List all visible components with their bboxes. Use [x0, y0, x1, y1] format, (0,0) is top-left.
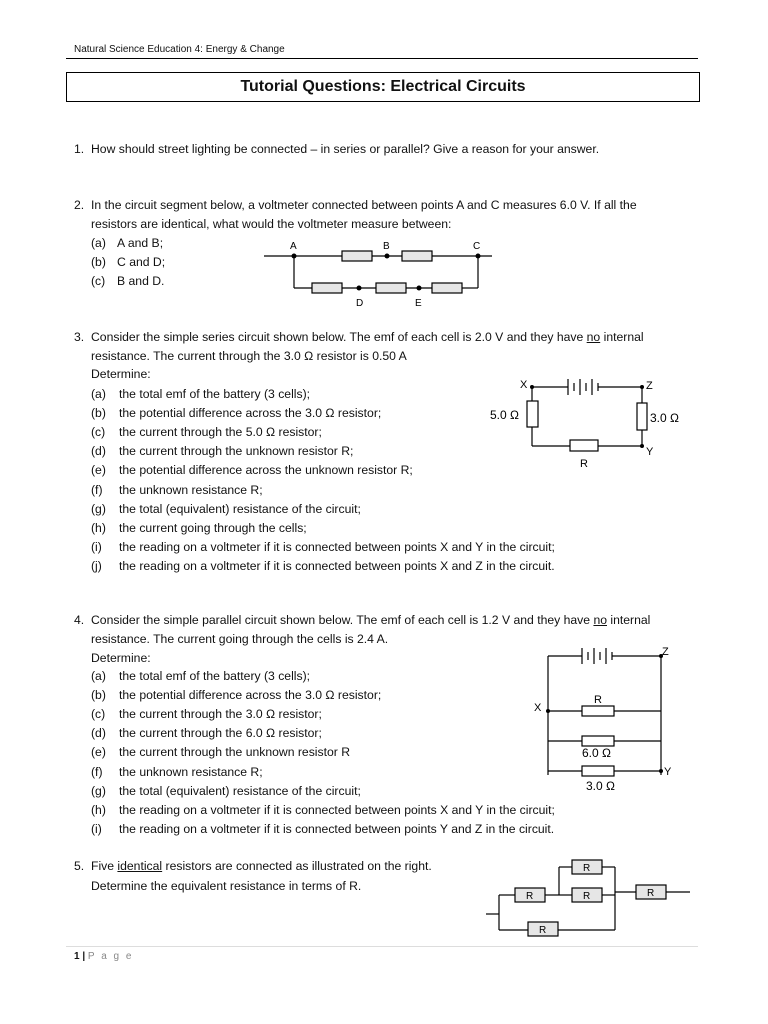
- sub-label: (d): [91, 444, 106, 459]
- sub-text: C and D;: [117, 255, 166, 269]
- question-number: 3.: [74, 330, 85, 344]
- question-text-line2: resistance. The current through the 3.0 Ω resistor is 0.50 A: [91, 349, 407, 363]
- sub-label: (b): [91, 406, 106, 421]
- sub-label: (j): [91, 558, 102, 573]
- q5-circuit-diagram: [484, 855, 694, 943]
- question-number: 1.: [74, 142, 85, 156]
- question-5: [74, 858, 494, 898]
- text-part: resistors are connected as illustrated on the right.: [162, 859, 432, 873]
- point-e-label: E: [415, 298, 422, 309]
- text-part: internal: [607, 613, 651, 627]
- sub-label: (f): [91, 482, 103, 497]
- sub-label: (e): [91, 463, 106, 478]
- underlined-text: no: [586, 330, 601, 344]
- sub-text: the current through the 6.0 Ω resistor;: [119, 726, 322, 741]
- resistor-r-label: R: [580, 458, 588, 470]
- sub-label: (e): [91, 745, 106, 760]
- sub-text: the current going through the cells;: [119, 520, 307, 535]
- sub-text: the current through the unknown resistor R;: [119, 444, 354, 459]
- question-text: How should street lighting be connected – in series or parallel? Give a reason for your answer.: [91, 142, 600, 156]
- question-text-line1: [91, 329, 644, 345]
- sub-label: (i): [91, 539, 102, 554]
- sub-text: the unknown resistance R;: [119, 482, 263, 497]
- sub-text: the reading on a voltmeter if it is connected between points Y and Z in the circuit.: [119, 821, 555, 836]
- resistor-3-label: 3.0 Ω: [586, 779, 615, 793]
- underlined-text: identical: [117, 859, 163, 873]
- resistor-label: R: [539, 925, 547, 936]
- page-word: P a g e: [87, 951, 134, 962]
- header-divider: [66, 58, 698, 59]
- sub-label: (a): [91, 236, 106, 250]
- q2-circuit-diagram: [258, 236, 498, 312]
- sub-label: (c): [91, 425, 106, 440]
- page-footer: [74, 951, 133, 962]
- question-number: 5.: [74, 859, 85, 873]
- sub-text: the potential difference across the 3.0 Ω resistor;: [119, 688, 382, 703]
- resistor-3-label: 3.0 Ω: [650, 411, 679, 425]
- sub-text: the current through the unknown resistor R: [119, 745, 351, 760]
- determine-label: Determine:: [91, 651, 151, 665]
- sub-text: the current through the 3.0 Ω resistor;: [119, 707, 322, 722]
- resistor-6-label: 6.0 Ω: [582, 746, 611, 760]
- sub-label: (h): [91, 520, 106, 535]
- question-text-line1: [91, 858, 432, 874]
- resistor-label: R: [583, 891, 591, 902]
- sub-text: A and B;: [117, 236, 164, 250]
- sub-text: the current through the 5.0 Ω resistor;: [119, 425, 322, 440]
- sub-label: (b): [91, 255, 106, 269]
- point-y-label: Y: [664, 766, 672, 778]
- sub-text: the reading on a voltmeter if it is connected between points X and Z in the circuit.: [119, 558, 555, 573]
- sub-label: (d): [91, 726, 106, 741]
- sub-label: (a): [91, 387, 106, 401]
- sub-label: (f): [91, 764, 103, 779]
- point-z-label: Z: [646, 380, 653, 392]
- sub-text: the reading on a voltmeter if it is connected between points X and Y in the circuit;: [119, 802, 555, 817]
- sub-label: (i): [91, 821, 102, 836]
- sub-text: the potential difference across the unknown resistor R;: [119, 463, 413, 478]
- text-part: Consider the simple series circuit shown below. The emf of each cell is 2.0 V and they have: [91, 330, 587, 344]
- sub-label: (h): [91, 802, 106, 817]
- document-header: Natural Science Education 4: Energy & Change: [74, 44, 285, 55]
- text-part: Consider the simple parallel circuit shown below. The emf of each cell is 1.2 V and they have: [91, 613, 594, 627]
- sub-label: (a): [91, 669, 106, 683]
- sub-label: (c): [91, 274, 106, 288]
- resistor-5-label: 5.0 Ω: [490, 408, 519, 422]
- resistor-label: R: [583, 863, 591, 874]
- point-d-label: D: [356, 298, 364, 309]
- question-number: 2.: [74, 198, 85, 212]
- sub-label: (c): [91, 707, 106, 722]
- sub-label: (g): [91, 501, 106, 516]
- sub-text: the total (equivalent) resistance of the circuit;: [119, 783, 361, 798]
- question-text-line2: resistance. The current going through the cells is 2.4 A.: [91, 632, 389, 646]
- page-title: Tutorial Questions: Electrical Circuits: [240, 78, 526, 95]
- question-text-line2: Determine the equivalent resistance in terms of R.: [91, 879, 362, 893]
- resistor-r-label: R: [594, 694, 602, 706]
- point-y-label: Y: [646, 446, 654, 458]
- underlined-text: no: [593, 613, 607, 627]
- resistor-label: R: [647, 888, 655, 899]
- sub-text: the total emf of the battery (3 cells);: [119, 387, 311, 401]
- sub-label: (g): [91, 783, 106, 798]
- q3-circuit-diagram: [486, 374, 696, 474]
- question-text-line1: In the circuit segment below, a voltmeter connected between points A and C measures 6.0 V. If all the: [91, 198, 637, 212]
- footer-divider: [66, 946, 698, 947]
- point-c-label: C: [473, 241, 481, 252]
- sub-text: B and D.: [117, 274, 165, 288]
- page-number: 1: [74, 951, 80, 962]
- resistor-label: R: [526, 891, 534, 902]
- point-z-label: Z: [662, 646, 669, 658]
- q4-circuit-diagram: [530, 643, 690, 798]
- sub-text: the potential difference across the 3.0 Ω resistor;: [119, 406, 382, 421]
- question-text-line1: [91, 612, 650, 628]
- title-box: [66, 72, 700, 102]
- determine-label: Determine:: [91, 367, 151, 381]
- question-number: 4.: [74, 613, 85, 627]
- point-a-label: A: [290, 241, 297, 252]
- text-part: internal: [600, 330, 644, 344]
- point-x-label: X: [520, 379, 528, 391]
- point-x-label: X: [534, 702, 542, 714]
- question-text-line2: resistors are identical, what would the voltmeter measure between:: [91, 217, 452, 231]
- point-b-label: B: [383, 241, 390, 252]
- text-part: Five: [91, 859, 118, 873]
- sub-label: (b): [91, 688, 106, 703]
- sub-text: the total (equivalent) resistance of the circuit;: [119, 501, 361, 516]
- sub-text: the total emf of the battery (3 cells);: [119, 669, 311, 683]
- sub-text: the unknown resistance R;: [119, 764, 263, 779]
- sub-text: the reading on a voltmeter if it is connected between points X and Y in the circuit;: [119, 539, 555, 554]
- page-separator: |: [79, 951, 88, 962]
